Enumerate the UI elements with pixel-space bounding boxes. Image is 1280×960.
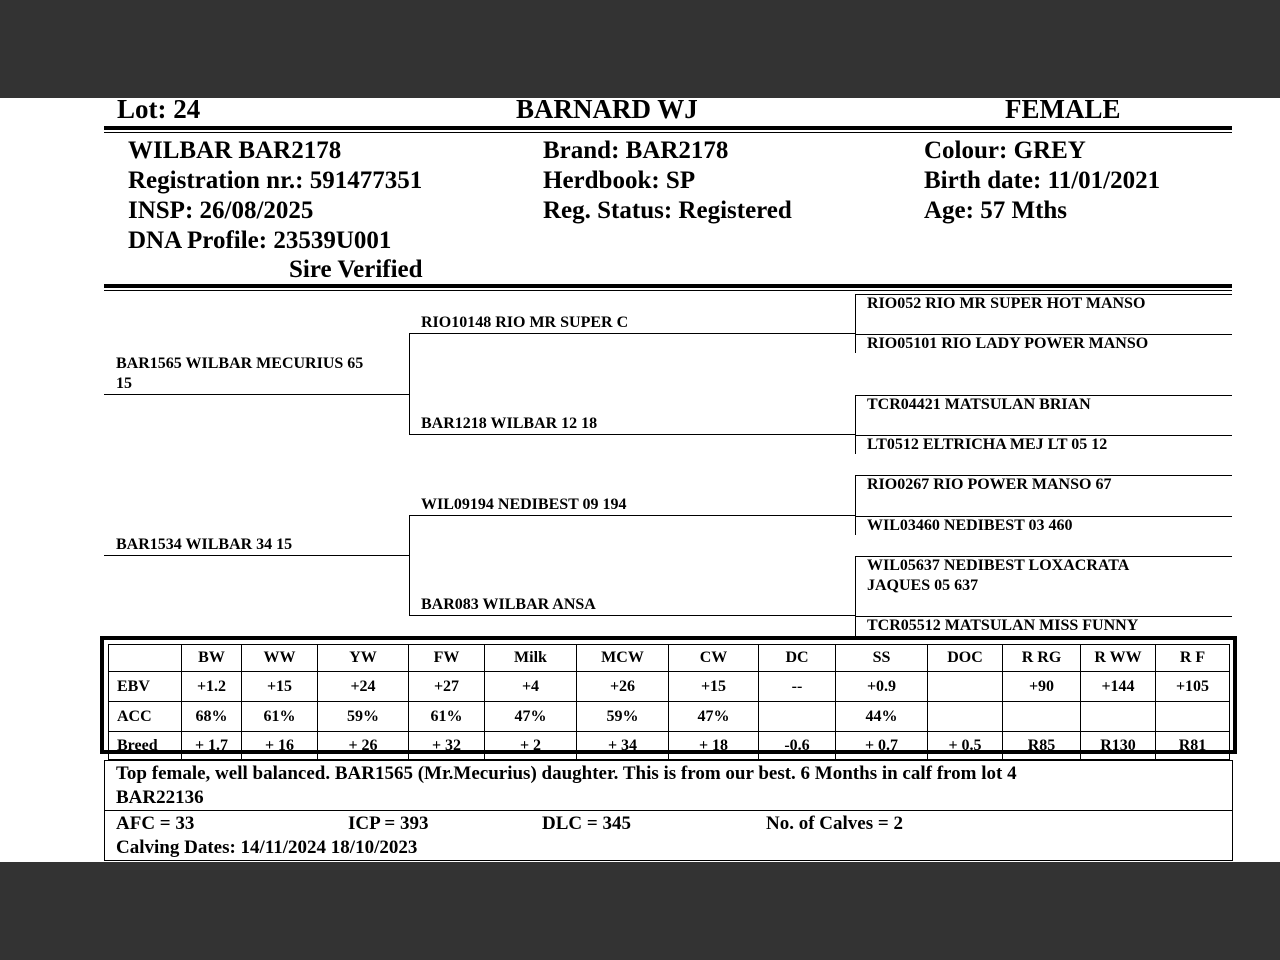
table-row — [109, 732, 1230, 760]
sire-dam-line — [409, 434, 856, 435]
pedigree-ggp-7: WIL05637 NEDIBEST LOXACRATA — [867, 557, 1130, 574]
table-header: SS — [836, 645, 928, 672]
table-header: R F — [1156, 645, 1230, 672]
info-rule-thin — [104, 290, 1232, 291]
ggp-8-connector — [855, 616, 856, 636]
pedigree-sire: BAR1565 WILBAR MECURIUS 65 — [116, 355, 364, 372]
table-header: CW — [669, 645, 759, 672]
table-cell: + 0.5 — [928, 732, 1003, 760]
table-cell: 61% — [409, 702, 485, 732]
ggp-5-connector — [855, 475, 856, 515]
pedigree-ggp-3: TCR04421 MATSULAN BRIAN — [867, 396, 1091, 413]
sire-sire-connector — [409, 333, 410, 394]
table-cell: R81 — [1156, 732, 1230, 760]
table-cell: +15 — [669, 672, 759, 702]
table-row-label: Breed — [109, 732, 182, 760]
table-cell: + 34 — [577, 732, 669, 760]
table-cell: 61% — [242, 702, 318, 732]
table-cell: + 32 — [409, 732, 485, 760]
table-cell: +1.2 — [182, 672, 242, 702]
lot-number: Lot: 24 — [117, 98, 201, 124]
title-rule-thick — [104, 126, 1232, 130]
table-header: R RG — [1003, 645, 1081, 672]
table-cell: 47% — [485, 702, 577, 732]
pedigree-ggp-1: RIO052 RIO MR SUPER HOT MANSO — [867, 295, 1146, 312]
brand: Brand: BAR2178 — [543, 137, 729, 164]
table-cell: + 1.7 — [182, 732, 242, 760]
table-cell: -0.6 — [759, 732, 836, 760]
table-cell: + 16 — [242, 732, 318, 760]
ebv-header-row — [109, 645, 1230, 672]
dlc-value: DLC = 345 — [542, 813, 631, 834]
table-cell: +4 — [485, 672, 577, 702]
pedigree-ggp-4: LT0512 ELTRICHA MEJ LT 05 12 — [867, 436, 1108, 453]
pedigree-ggp-7-cont: JAQUES 05 637 — [867, 577, 979, 594]
dna-profile: DNA Profile: 23539U001 — [128, 227, 392, 254]
ggp-1-connector — [855, 294, 856, 333]
table-row — [109, 702, 1230, 732]
pedigree-ggp-8: TCR05512 MATSULAN MISS FUNNY — [867, 617, 1139, 634]
table-header — [109, 645, 182, 672]
calving-dates: Calving Dates: 14/11/2024 18/10/2023 — [116, 837, 418, 858]
table-cell: 44% — [836, 702, 928, 732]
sire-sire-line — [409, 333, 856, 334]
table-cell: +90 — [1003, 672, 1081, 702]
title-rule-thin — [104, 132, 1232, 133]
dam-sire-connector — [409, 515, 410, 555]
inspection-date: INSP: 26/08/2025 — [128, 197, 314, 224]
pedigree-ggp-5: RIO0267 RIO POWER MANSO 67 — [867, 476, 1112, 493]
registration-number: Registration nr.: 591477351 — [128, 167, 423, 194]
table-cell: +26 — [577, 672, 669, 702]
table-header: BW — [182, 645, 242, 672]
table-header: YW — [318, 645, 409, 672]
ggp-3-connector — [855, 395, 856, 434]
table-cell — [1081, 702, 1156, 732]
dam-line — [104, 555, 410, 556]
table-cell: +24 — [318, 672, 409, 702]
table-header: FW — [409, 645, 485, 672]
table-cell: R85 — [1003, 732, 1081, 760]
animal-sex: FEMALE — [1005, 98, 1121, 124]
sire-line — [104, 394, 410, 395]
registration-status: Reg. Status: Registered — [543, 197, 792, 224]
table-cell: 68% — [182, 702, 242, 732]
pedigree-sire-dam: BAR1218 WILBAR 12 18 — [421, 415, 598, 432]
table-header: DC — [759, 645, 836, 672]
info-rule-thick — [104, 284, 1232, 288]
comment-text: Top female, well balanced. BAR1565 (Mr.Mecurius) daughter. This is from our best. 6 Months in calf from lot 4 — [116, 763, 1017, 784]
table-cell — [928, 672, 1003, 702]
ggp-4-connector — [855, 435, 856, 454]
table-cell: +144 — [1081, 672, 1156, 702]
pedigree-sire-cont: 15 — [116, 375, 132, 392]
table-row-label: EBV — [109, 672, 182, 702]
pedigree-ggp-6: WIL03460 NEDIBEST 03 460 — [867, 517, 1073, 534]
table-cell: +105 — [1156, 672, 1230, 702]
table-cell: + 18 — [669, 732, 759, 760]
table-cell — [759, 702, 836, 732]
comment-text-cont: BAR22136 — [116, 787, 204, 808]
ggp-7-connector — [855, 556, 856, 615]
table-row-label: ACC — [109, 702, 182, 732]
pedigree-dam-dam: BAR083 WILBAR ANSA — [421, 596, 596, 613]
colour: Colour: GREY — [924, 137, 1086, 164]
sire-verified: Sire Verified — [289, 256, 423, 283]
table-cell: +0.9 — [836, 672, 928, 702]
table-cell — [1003, 702, 1081, 732]
table-row — [109, 672, 1230, 702]
comment-divider — [104, 810, 1233, 811]
ggp-6-connector — [855, 516, 856, 535]
table-cell: 47% — [669, 702, 759, 732]
table-cell: +15 — [242, 672, 318, 702]
icp-value: ICP = 393 — [348, 813, 429, 834]
table-header: WW — [242, 645, 318, 672]
sire-dam-connector — [409, 394, 410, 434]
herdbook: Herdbook: SP — [543, 167, 696, 194]
table-cell — [1156, 702, 1230, 732]
dam-dam-line — [409, 615, 856, 616]
age: Age: 57 Mths — [924, 197, 1068, 224]
animal-name: WILBAR BAR2178 — [128, 137, 342, 164]
table-header: Milk — [485, 645, 577, 672]
table-cell: 59% — [318, 702, 409, 732]
calves-count: No. of Calves = 2 — [766, 813, 903, 834]
table-header: MCW — [577, 645, 669, 672]
table-header: DOC — [928, 645, 1003, 672]
table-cell: -- — [759, 672, 836, 702]
pedigree-dam: BAR1534 WILBAR 34 15 — [116, 536, 293, 553]
dam-sire-line — [409, 515, 856, 516]
table-cell: R130 — [1081, 732, 1156, 760]
pedigree-ggp-2: RIO05101 RIO LADY POWER MANSO — [867, 335, 1149, 352]
table-cell: + 26 — [318, 732, 409, 760]
dam-dam-connector — [409, 555, 410, 615]
table-cell: + 0.7 — [836, 732, 928, 760]
pedigree-dam-sire: WIL09194 NEDIBEST 09 194 — [421, 496, 627, 513]
birth-date: Birth date: 11/01/2021 — [924, 167, 1161, 194]
afc-value: AFC = 33 — [116, 813, 195, 834]
catalogue-page — [0, 98, 1280, 862]
table-header: R WW — [1081, 645, 1156, 672]
ggp-2-connector — [855, 334, 856, 353]
table-cell — [928, 702, 1003, 732]
table-cell: + 2 — [485, 732, 577, 760]
table-cell: +27 — [409, 672, 485, 702]
breeder-name: BARNARD WJ — [516, 98, 698, 124]
pedigree-sire-sire: RIO10148 RIO MR SUPER C — [421, 314, 629, 331]
table-cell: 59% — [577, 702, 669, 732]
ebv-table — [108, 644, 1230, 760]
